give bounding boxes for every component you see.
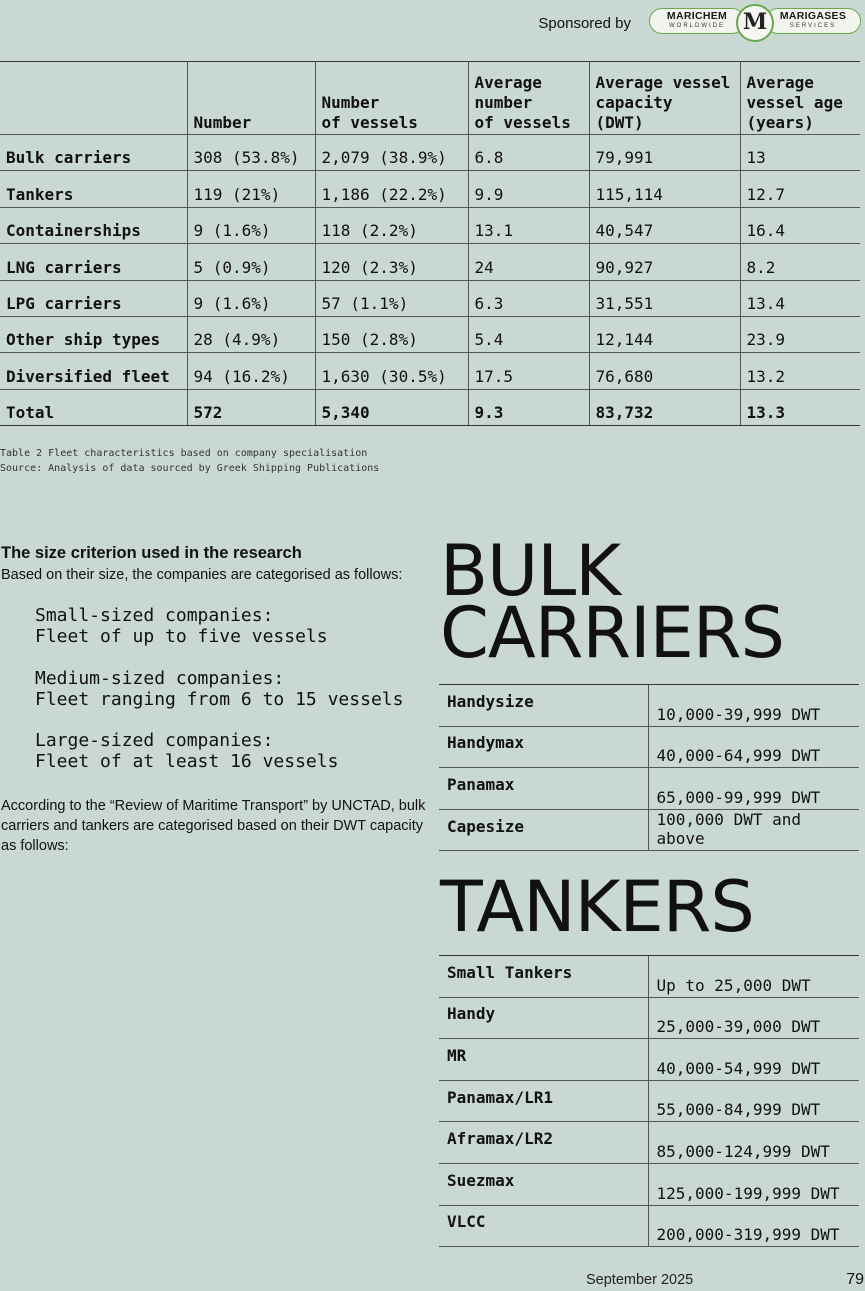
row-label: Total [0, 389, 187, 425]
table-cell: 6.8 [468, 135, 589, 171]
table-cell: 83,732 [589, 389, 740, 425]
table-row [439, 768, 859, 810]
dwt-range: 40,000-54,999 DWT [648, 1039, 859, 1081]
table-cell: 118 (2.2%) [315, 207, 468, 243]
table-cell: 5,340 [315, 389, 468, 425]
dwt-range: 10,000-39,999 DWT [648, 685, 859, 727]
logo-right-name: MARIGASES [779, 10, 847, 22]
table-row [439, 1039, 859, 1081]
table-row [0, 280, 860, 316]
table-cell: 150 (2.8%) [315, 316, 468, 352]
row-label: LPG carriers [0, 280, 187, 316]
table-row [0, 353, 860, 389]
table-cell: 13.1 [468, 207, 589, 243]
vessel-class: Handymax [439, 726, 648, 768]
table-cell: 28 (4.9%) [187, 316, 315, 352]
dwt-range: Up to 25,000 DWT [648, 956, 859, 998]
column-header: Number of vessels [315, 62, 468, 135]
table-row [0, 316, 860, 352]
logo-mark: M [736, 4, 774, 42]
table-cell: 17.5 [468, 353, 589, 389]
section-intro: Based on their size, the companies are categorised as follows: [1, 567, 403, 583]
table-cell: 2,079 (38.9%) [315, 135, 468, 171]
category-desc: Fleet of up to five vessels [35, 626, 328, 647]
table-cell: 115,114 [589, 171, 740, 207]
vessel-class: Panamax [439, 768, 648, 810]
dwt-range: 55,000-84,999 DWT [648, 1080, 859, 1122]
column-header: Average vessel age (years) [740, 62, 860, 135]
sponsor-logo [649, 4, 861, 42]
column-header: Average number of vessels [468, 62, 589, 135]
table-row [0, 171, 860, 207]
table-cell: 308 (53.8%) [187, 135, 315, 171]
table-row [0, 244, 860, 280]
logo-left-pill [649, 8, 745, 34]
caption-source: Source: Analysis of data sourced by Greek Shipping Publications [0, 463, 380, 474]
heading-line: CARRIERS [440, 592, 784, 674]
table-cell: 13.2 [740, 353, 860, 389]
vessel-class: Small Tankers [439, 956, 648, 998]
dwt-range: 100,000 DWT and above [648, 809, 859, 851]
category-desc: Fleet of at least 16 vessels [35, 751, 339, 772]
table-cell: 5 (0.9%) [187, 244, 315, 280]
tankers-table [439, 955, 859, 1247]
bulk-carriers-heading [440, 530, 784, 674]
table-cell: 13.3 [740, 389, 860, 425]
row-label: LNG carriers [0, 244, 187, 280]
row-label: Other ship types [0, 316, 187, 352]
table-row [439, 685, 859, 727]
dwt-range: 200,000-319,999 DWT [648, 1205, 859, 1247]
table-cell: 57 (1.1%) [315, 280, 468, 316]
bulk-carriers-table [439, 684, 859, 851]
table-row [439, 726, 859, 768]
table-cell: 24 [468, 244, 589, 280]
table-header-row [0, 62, 860, 135]
table-cell: 90,927 [589, 244, 740, 280]
sponsor-label: Sponsored by [538, 14, 631, 32]
table-row [0, 135, 860, 171]
table-row [439, 1080, 859, 1122]
table-cell: 1,630 (30.5%) [315, 353, 468, 389]
vessel-class: VLCC [439, 1205, 648, 1247]
logo-left-sub: WORLDWIDE [669, 23, 725, 29]
table-cell: 9.9 [468, 171, 589, 207]
category-name: Large-sized companies: [35, 730, 274, 751]
logo-left-name: MARICHEM [666, 10, 728, 22]
dwt-range: 25,000-39,000 DWT [648, 997, 859, 1039]
table-cell: 13 [740, 135, 860, 171]
tankers-heading: TANKERS [440, 866, 754, 948]
vessel-class: Panamax/LR1 [439, 1080, 648, 1122]
dwt-range: 125,000-199,999 DWT [648, 1163, 859, 1205]
column-header [0, 62, 187, 135]
total-row [0, 389, 860, 425]
table-row [0, 207, 860, 243]
column-header: Average vessel capacity (DWT) [589, 62, 740, 135]
category-small [35, 605, 328, 647]
table-cell: 12.7 [740, 171, 860, 207]
table-cell: 12,144 [589, 316, 740, 352]
table-cell: 31,551 [589, 280, 740, 316]
review-paragraph: According to the “Review of Maritime Transport” by UNCTAD, bulk carriers and tankers are categorised based on their DWT capacity as follows: [1, 798, 426, 854]
table-cell: 119 (21%) [187, 171, 315, 207]
vessel-class: Handysize [439, 685, 648, 727]
logo-right-pill [765, 8, 861, 34]
column-header: Number [187, 62, 315, 135]
heading-line: BULK [440, 530, 621, 612]
table-row [439, 1163, 859, 1205]
vessel-class: Aframax/LR2 [439, 1122, 648, 1164]
table-cell: 9 (1.6%) [187, 207, 315, 243]
table-cell: 76,680 [589, 353, 740, 389]
fleet-characteristics-table [0, 61, 860, 426]
table-row [439, 809, 859, 851]
table-cell: 9 (1.6%) [187, 280, 315, 316]
vessel-class: Suezmax [439, 1163, 648, 1205]
table-cell: 94 (16.2%) [187, 353, 315, 389]
row-label: Tankers [0, 171, 187, 207]
category-name: Small-sized companies: [35, 605, 274, 626]
caption-title: Table 2 Fleet characteristics based on company specialisation [0, 448, 368, 459]
page-number: 79 [846, 1271, 864, 1288]
section-title: The size criterion used in the research [1, 544, 302, 562]
table-cell: 572 [187, 389, 315, 425]
row-label: Bulk carriers [0, 135, 187, 171]
dwt-range: 40,000-64,999 DWT [648, 726, 859, 768]
table-cell: 1,186 (22.2%) [315, 171, 468, 207]
category-large [35, 730, 338, 772]
vessel-class: Handy [439, 997, 648, 1039]
table-row [439, 956, 859, 998]
table-cell: 8.2 [740, 244, 860, 280]
table-row [439, 997, 859, 1039]
table-cell: 23.9 [740, 316, 860, 352]
table-cell: 9.3 [468, 389, 589, 425]
table-row [439, 1205, 859, 1247]
table-row [439, 1122, 859, 1164]
table-cell: 16.4 [740, 207, 860, 243]
table-caption [0, 446, 379, 476]
footer-date: September 2025 [586, 1272, 694, 1288]
vessel-class: Capesize [439, 809, 648, 851]
category-medium [35, 668, 403, 710]
vessel-class: MR [439, 1039, 648, 1081]
dwt-range: 65,000-99,999 DWT [648, 768, 859, 810]
sponsor-banner [538, 4, 861, 42]
table-cell: 120 (2.3%) [315, 244, 468, 280]
table-cell: 40,547 [589, 207, 740, 243]
table-cell: 79,991 [589, 135, 740, 171]
row-label: Containerships [0, 207, 187, 243]
table-cell: 5.4 [468, 316, 589, 352]
table-cell: 6.3 [468, 280, 589, 316]
dwt-range: 85,000-124,999 DWT [648, 1122, 859, 1164]
row-label: Diversified fleet [0, 353, 187, 389]
logo-right-sub: SERVICES [789, 23, 837, 29]
category-name: Medium-sized companies: [35, 668, 285, 689]
category-desc: Fleet ranging from 6 to 15 vessels [35, 689, 404, 710]
table-cell: 13.4 [740, 280, 860, 316]
